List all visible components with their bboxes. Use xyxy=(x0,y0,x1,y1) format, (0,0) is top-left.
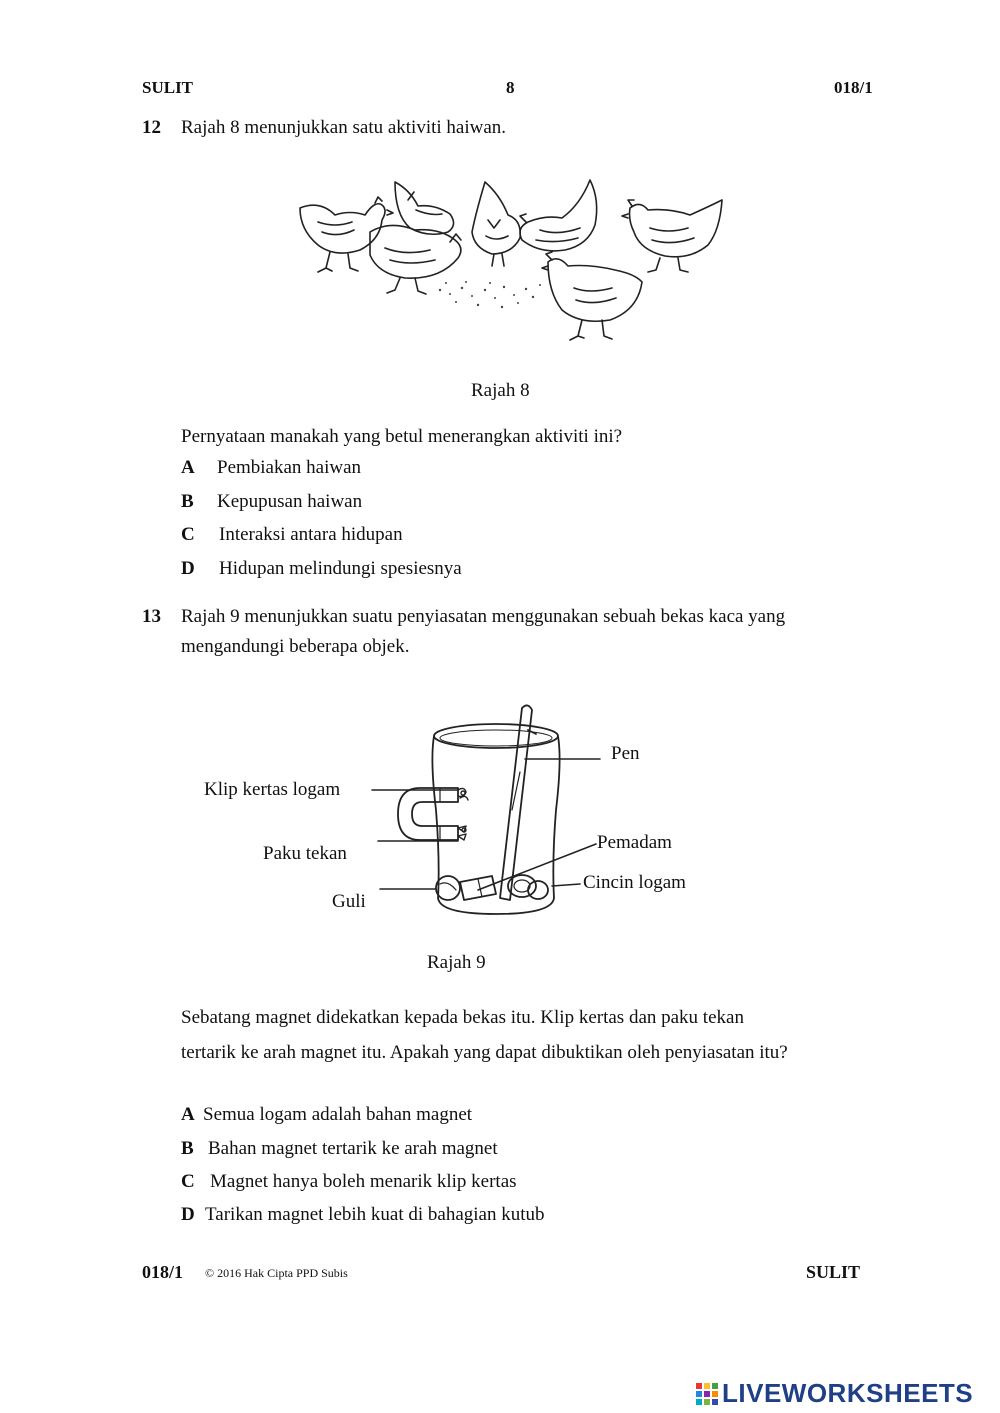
option-text: Interaksi antara hidupan xyxy=(219,524,403,545)
option-text: Kepupusan haiwan xyxy=(217,491,363,512)
figure-9-caption: Rajah 9 xyxy=(427,952,486,973)
option-text: Magnet hanya boleh menarik klip kertas xyxy=(210,1171,517,1192)
label-push-pin: Paku tekan xyxy=(263,843,347,864)
page-number: 8 xyxy=(506,78,515,97)
footer-paper-code: 018/1 xyxy=(142,1262,184,1282)
option-text: Tarikan magnet lebih kuat di bahagian kutub xyxy=(205,1204,545,1225)
label-eraser: Pemadam xyxy=(597,832,672,853)
option-letter: D xyxy=(181,1204,195,1225)
option-letter: D xyxy=(181,558,195,579)
option-letter: B xyxy=(181,491,194,512)
leader-lines xyxy=(372,759,600,890)
option-text: Semua logam adalah bahan magnet xyxy=(203,1104,473,1125)
magnet xyxy=(398,788,458,840)
ring-2 xyxy=(528,881,548,899)
push-pins xyxy=(458,826,466,840)
chicken-6 xyxy=(542,252,642,340)
option-letter: C xyxy=(181,524,195,545)
chicken-5 xyxy=(520,180,597,251)
q12-option-a[interactable] xyxy=(181,457,361,479)
question-13-stem-line-1: Sebatang magnet didekatkan kepada bekas itu. Klip kertas dan paku tekan xyxy=(181,1007,744,1028)
question-12-stem: Pernyataan manakah yang betul menerangkan aktiviti ini? xyxy=(181,426,623,447)
question-13-intro-line-1: Rajah 9 menunjukkan suatu penyiasatan menggunakan sebuah bekas kaca yang xyxy=(181,606,786,627)
liveworksheets-wordmark: LIVEWORKSHEETS xyxy=(722,1378,974,1408)
option-letter: C xyxy=(181,1171,195,1192)
footer-copyright: © 2016 Hak Cipta PPD Subis xyxy=(205,1266,348,1280)
marble xyxy=(436,876,460,900)
option-letter: A xyxy=(181,457,195,478)
paper-clips xyxy=(458,788,468,800)
pen xyxy=(500,705,536,900)
figure-8-caption: Rajah 8 xyxy=(471,380,530,401)
question-12-number: 12 xyxy=(142,117,161,138)
chicken-4 xyxy=(472,182,520,266)
label-pen: Pen xyxy=(611,743,640,764)
liveworksheets-brand[interactable] xyxy=(696,1378,973,1409)
q13-option-b[interactable] xyxy=(181,1138,498,1160)
jar-rim xyxy=(434,724,558,748)
option-letter: B xyxy=(181,1138,194,1159)
glass-jar-diagram xyxy=(360,700,620,922)
q12-option-d[interactable] xyxy=(181,558,462,580)
chicken-2 xyxy=(370,225,461,294)
question-13-stem-line-2: tertarik ke arah magnet itu. Apakah yang dapat dibuktikan oleh penyiasatan itu? xyxy=(181,1042,788,1063)
question-12-intro: Rajah 8 menunjukkan satu aktiviti haiwan. xyxy=(181,117,507,138)
chicken-1 xyxy=(300,197,393,272)
q12-option-c[interactable] xyxy=(181,524,403,546)
question-13-number: 13 xyxy=(142,606,161,627)
q13-option-c[interactable] xyxy=(181,1171,517,1193)
q13-option-a[interactable] xyxy=(181,1104,472,1126)
header-sulit: SULIT xyxy=(142,78,194,97)
label-marble: Guli xyxy=(332,891,366,912)
option-letter: A xyxy=(181,1104,195,1125)
q13-option-d[interactable] xyxy=(181,1204,545,1226)
grain-scatter xyxy=(439,281,541,308)
paper-code: 018/1 xyxy=(834,78,873,97)
label-metal-ring: Cincin logam xyxy=(583,872,686,893)
jar-body xyxy=(432,736,559,914)
q12-option-b[interactable] xyxy=(181,491,362,513)
label-paper-clip: Klip kertas logam xyxy=(204,779,341,800)
option-text: Pembiakan haiwan xyxy=(217,457,362,478)
footer-sulit: SULIT xyxy=(806,1262,861,1282)
liveworksheets-logo-icon xyxy=(696,1383,718,1405)
chicken-7 xyxy=(622,200,722,272)
option-text: Bahan magnet tertarik ke arah magnet xyxy=(208,1138,498,1159)
question-13-intro-line-2: mengandungi beberapa objek. xyxy=(181,636,410,657)
option-text: Hidupan melindungi spesiesnya xyxy=(219,558,462,579)
chickens-feeding-illustration xyxy=(290,170,730,355)
